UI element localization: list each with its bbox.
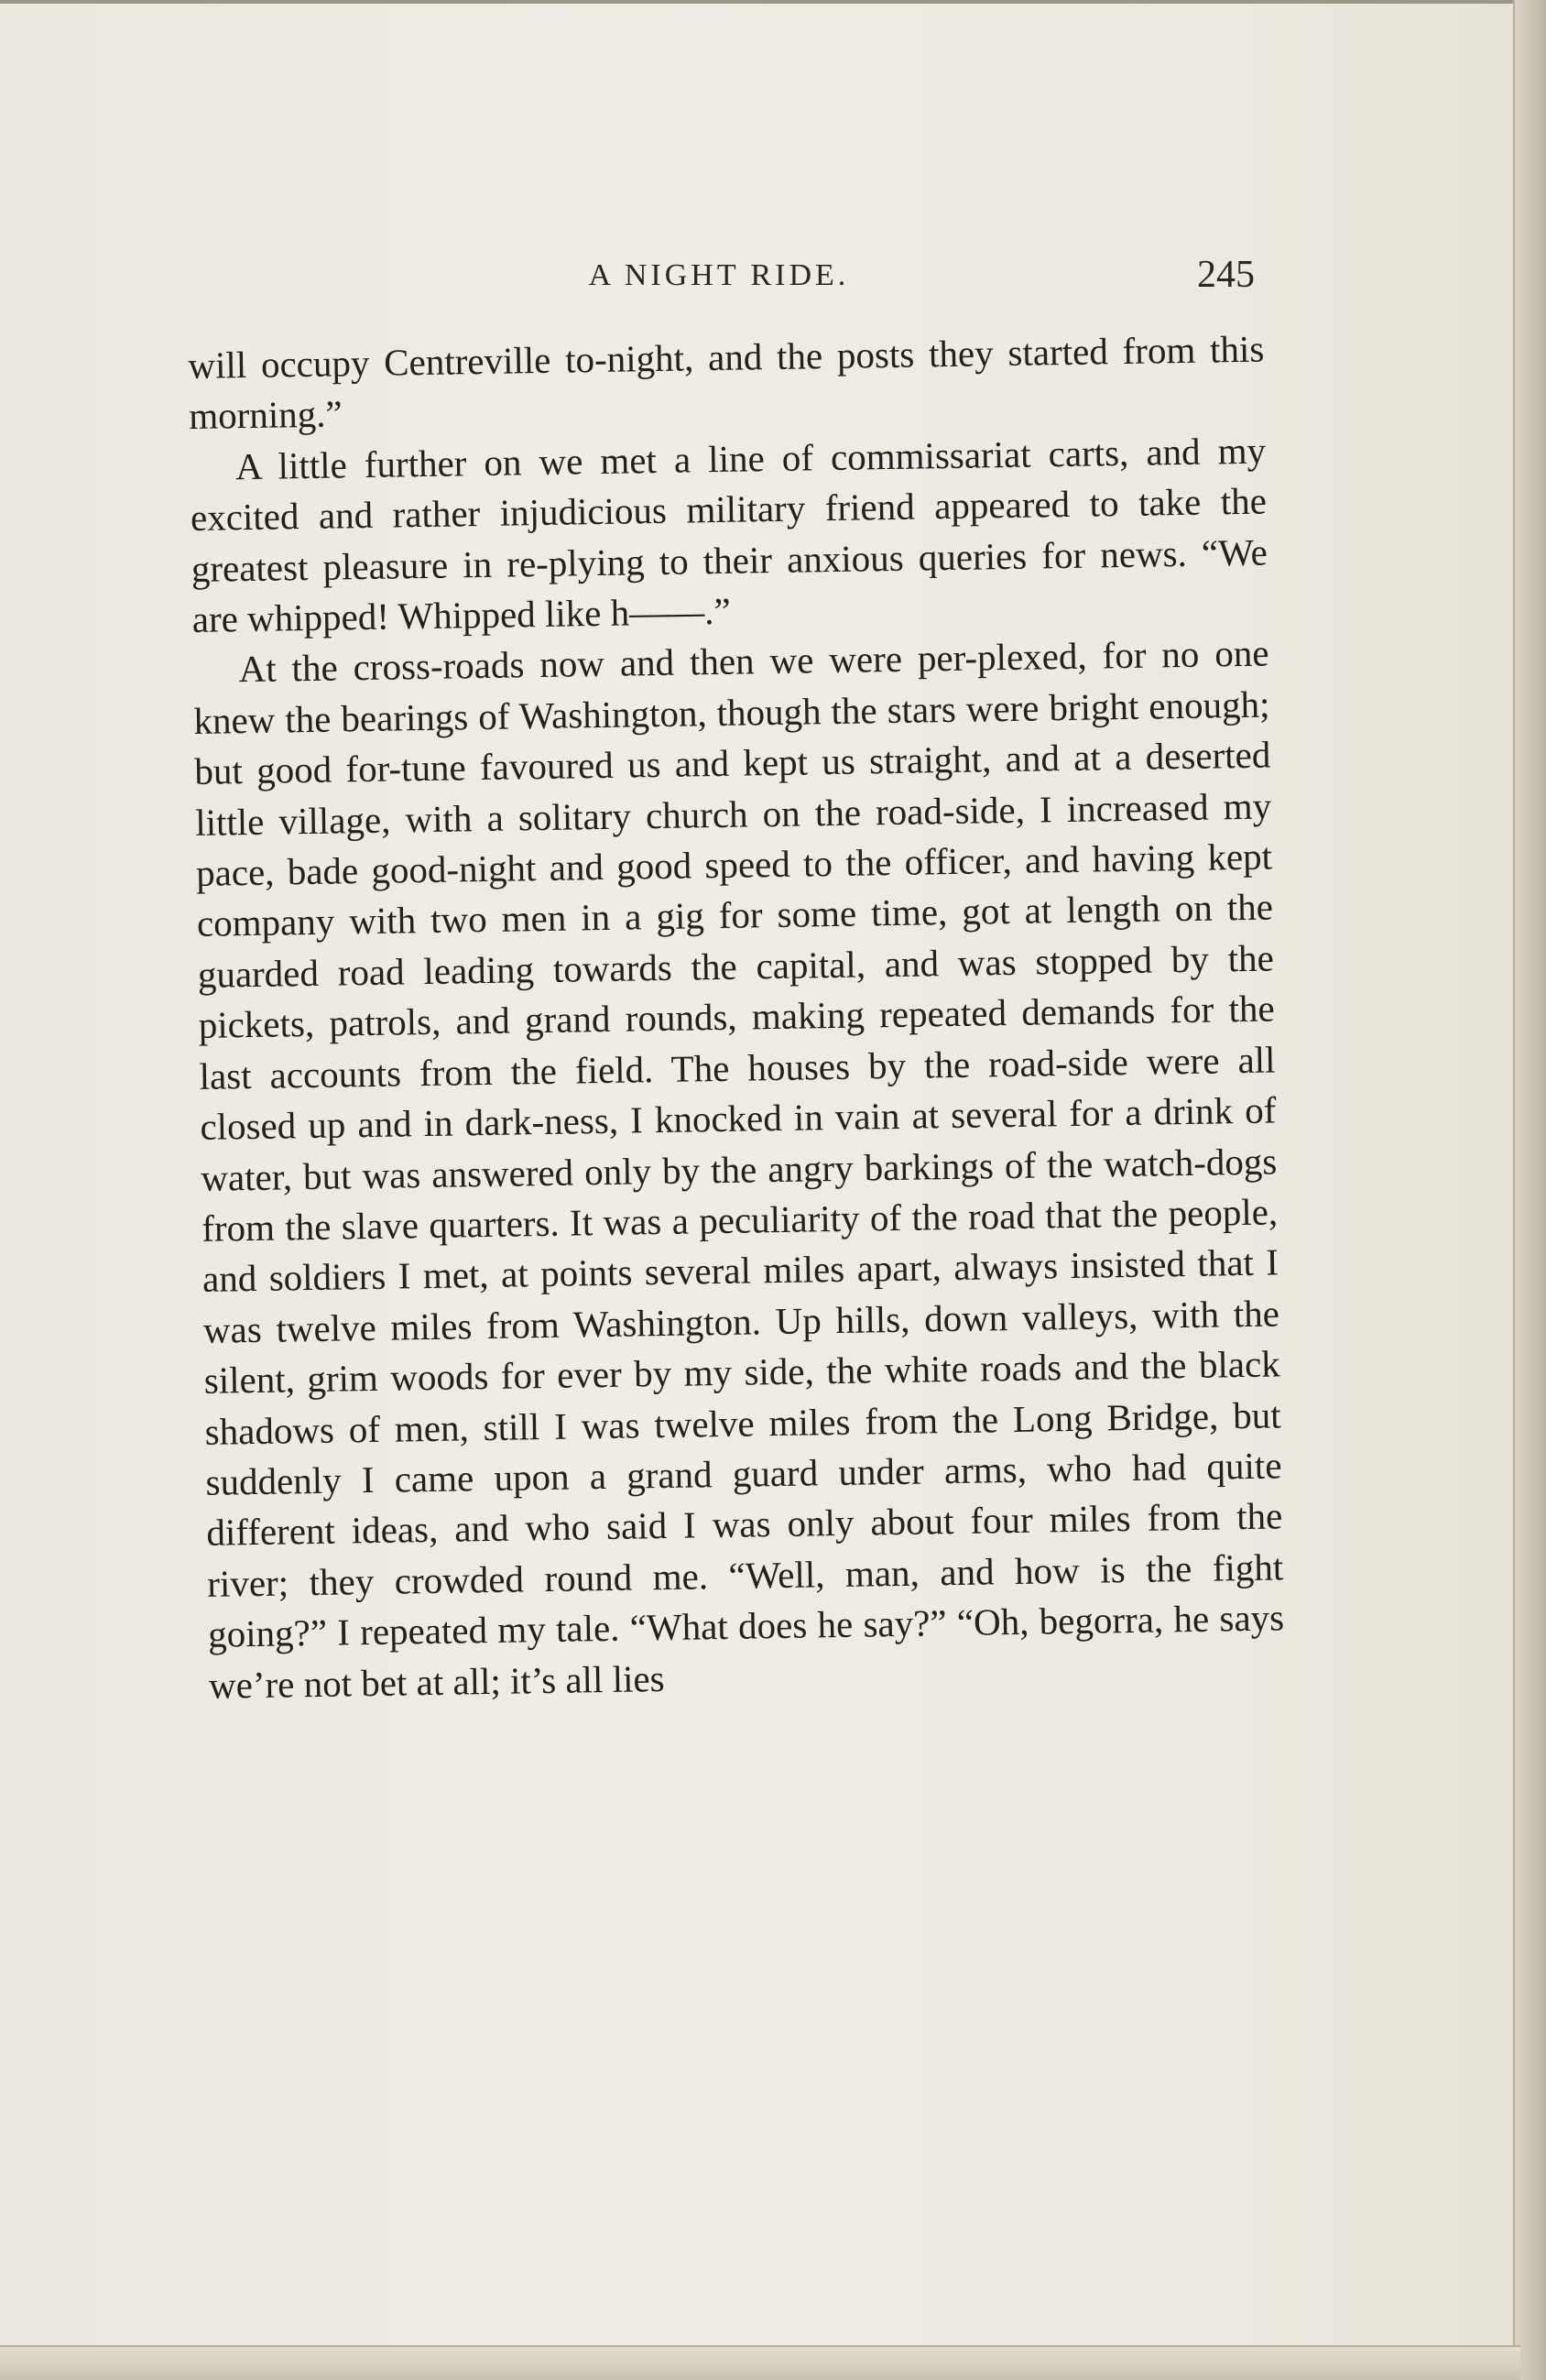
paragraph: will occupy Centreville to-night, and the posts they started from this morning.” <box>188 327 1265 438</box>
paragraph: A little further on we met a line of commissariat carts, and my excited and rather injudicious military friend appeared to take the greatest pleasure in re-plying to their anxious queries for news. “We are whipped! Whipped like h——.” <box>190 429 1268 640</box>
page-number: 245 <box>1197 254 1255 296</box>
paragraph: At the cross-roads now and then we were per-plexed, for no one knew the bearings of Washington, though the stars were bright enough; but good for-tune favoured us and kept us straight, and at a deserted little village, with a solitary church on the road-side, I increased my pace, bade good-night and good speed to the officer, and having kept company with two men in a gig for some time, got at length on the guarded road leading towards the capital, and was stopped by the pickets, patrols, and grand rounds, making repeated demands for the last accounts from the field. The houses by the road-side were all closed up and in dark-ness, I knocked in vain at several for a drink of water, but was answered only by the angry barkings of the watch-dogs from the slave quarters. It was a peculiarity of the road that the people, and soldiers I met, at points several miles apart, always insisted that I was twelve miles from Washington. Up hills, down valleys, with the silent, grim woods for ever by my side, the white roads and the black shadows of men, still I was twelve miles from the Long Bridge, but suddenly I came upon a grand guard under arms, who had quite different ideas, and who said I was only about four miles from the river; they crowded round me. “Well, man, and how is the fight going?” I repeated my tale. “What does he say?” “Oh, begorra, he says we’re not bet at all; it’s all lies <box>193 631 1285 1707</box>
page-fore-edge <box>1513 0 1546 2380</box>
page-header <box>183 254 1255 313</box>
page-bottom-edge <box>0 2345 1520 2380</box>
page-top-edge <box>0 0 1520 4</box>
body-text <box>188 324 1285 1711</box>
running-title: A NIGHT RIDE. <box>588 258 850 292</box>
